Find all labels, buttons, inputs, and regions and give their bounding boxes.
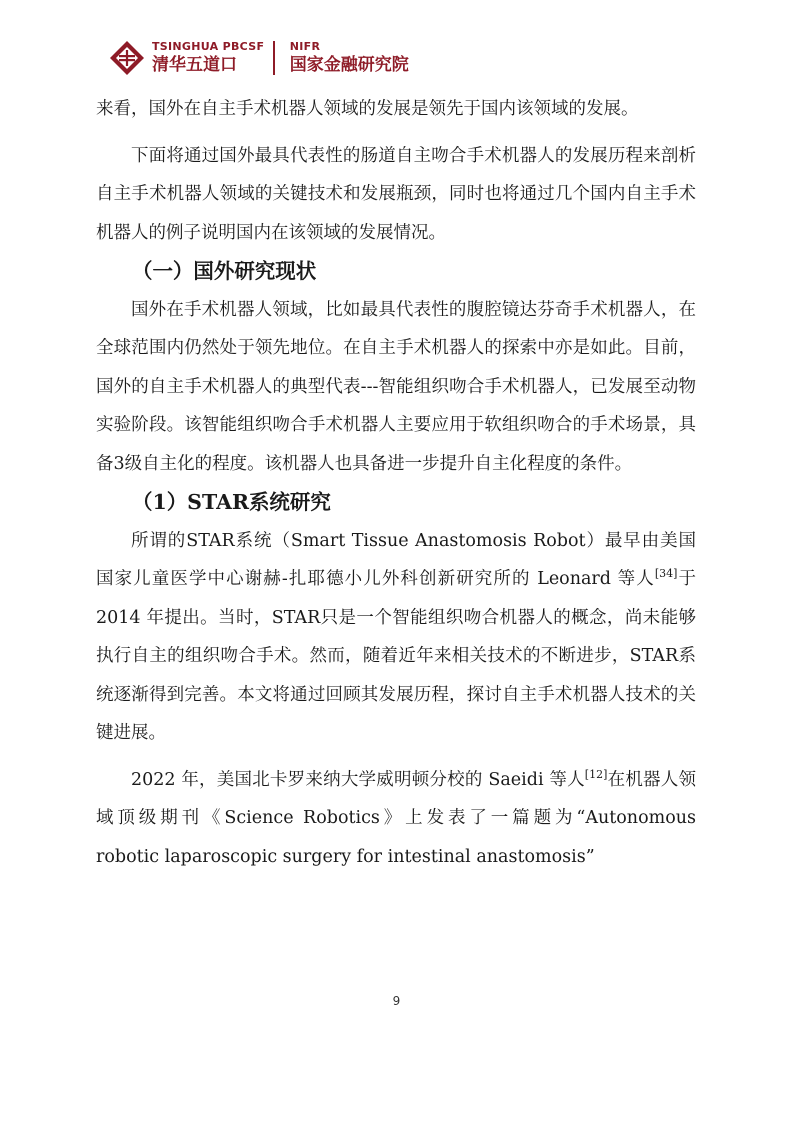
org-name-en: TSINGHUA PBCSF	[152, 40, 265, 53]
section-heading-foreign-research: （一）国外研究现状	[132, 259, 317, 283]
org-name	[152, 40, 264, 76]
paragraph-4-part-1: 所谓的STAR系统（Smart Tissue Anastomosis Robot）最早由美国国家儿童医学中心谢赫-扎耶德小儿外科创新研究所的 Leonard 等人	[96, 530, 696, 589]
org-name-cn: 清华五道口	[152, 55, 237, 75]
citation-34: [34]	[654, 567, 678, 581]
page-number: 9	[392, 994, 401, 1008]
institute-name-en: NIFR	[289, 40, 321, 53]
paragraph-2: 下面将通过国外最具代表性的肠道自主吻合手术机器人的发展历程来剖析自主手术机器人领域的关键技术和发展瓶颈，同时也将通过几个国内自主手术机器人的例子说明国内在该领域的发展情况。	[96, 145, 696, 243]
institute-name	[290, 40, 409, 76]
paragraph-3: 国外在手术机器人领域，比如最具代表性的腹腔镜达芬奇手术机器人，在全球范围内仍然处于领先地位。在自主手术机器人的探索中亦是如此。目前，国外的自主手术机器人的典型代表---智能组织吻合手术机器人，已发展至动物实验阶段。该智能组织吻合手术机器人主要应用于软组织吻合的手术场景，具备3级自主化的程度。该机器人也具备进一步提升自主化程度的条件。	[96, 299, 696, 474]
page-header	[108, 36, 409, 80]
paragraph-5-part-1: 2022 年，美国北卡罗来纳大学威明顿分校的 Saeidi 等人	[131, 769, 585, 790]
paragraph-1: 来看，国外在自主手术机器人领域的发展是领先于国内该领域的发展。	[96, 99, 639, 119]
tsinghua-pbcsf-logo-icon	[108, 39, 146, 77]
paragraph-4	[96, 522, 696, 753]
subsection-heading-star: （1）STAR系统研究	[132, 490, 331, 514]
institute-name-cn: 国家金融研究院	[289, 55, 409, 75]
paragraph-5	[96, 761, 696, 877]
paragraph-4-part-2: 于 2014 年提出。当时，STAR只是一个智能组织吻合机器人的概念，尚未能够执行自主的组织吻合手术。然而，随着近年来相关技术的不断进步，STAR系统逐渐得到完善。本文将通过回顾其发展历程，探讨自主手术机器人技术的关键进展。	[96, 569, 696, 743]
citation-12: [12]	[584, 767, 608, 781]
document-body	[96, 90, 696, 876]
header-divider	[273, 41, 275, 75]
paragraph-5-part-2: 在机器人领域顶级期刊《Science Robotics》上发表了一篇题为“Autonomous robotic laparoscopic surgery for intestinal anastomosis”	[96, 769, 697, 867]
